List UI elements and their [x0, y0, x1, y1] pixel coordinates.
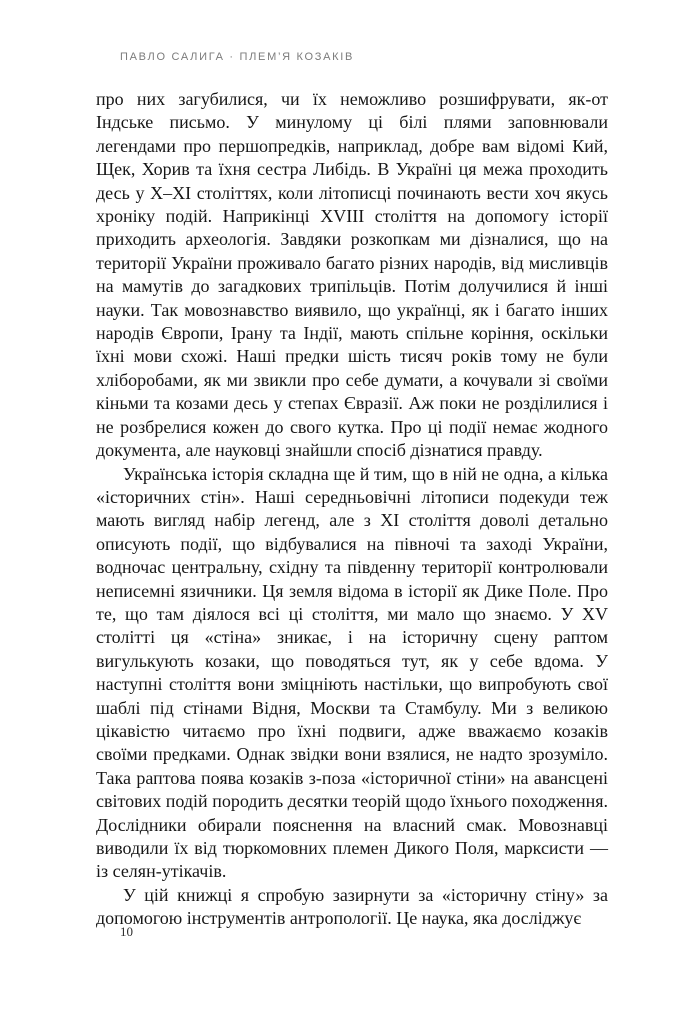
paragraph: про них загубилися, чи їх неможливо розшифрувати, як-от Індське письмо. У минулому ці білі плями заповнювали легендами про першопредків, наприклад, добре вам відомі Кий, Щек, Хорив та їхня сестра Либідь. В Україні ця межа проходить десь у X–XI століттях, коли літописці починають вести хоч якусь хроніку подій. Наприкінці XVIII століття на допомогу історії приходить археологія. Завдяки розкопкам ми дізналися, що на території України проживало багато різних народів, від мисливців на мамутів до загадкових трипільців. Потім долучилися й інші науки. Так мовознавство виявило, що українці, як і багато інших народів Європи, Ірану та Індії, мають спільне коріння, оскільки їхні мови схожі. Наші предки шість тисяч років тому не були хліборобами, як ми звикли про себе думати, а кочували зі своїми кіньми та козами десь у степах Євразії. Аж поки не розділилися і не розбрелися кожен до свого кутка. Про ці події немає жодного документа, але науковці знайшли спосіб дізнатися правду. [96, 89, 608, 461]
page-number: 10 [120, 924, 133, 939]
running-header: ПАВЛО САЛИГА · ПЛЕМ’Я КОЗАКІВ [120, 51, 355, 63]
paragraph: Українська історія складна ще й тим, що в ній не одна, а кілька «історичних стін». Наші середньовічні літописи подекуди теж мають вигляд набір легенд, але з XI століття доволі детально описують події, що відбувалися на півночі та заході України, водночас центральну, східну та південну території контролювали неписемні язичники. Ця земля відома в історії як Дике Поле. Про те, що там діялося всі ці століття, ми мало що знаємо. У XV столітті ця «стіна» зникає, і на історичну сцену раптом вигулькують козаки, що поводяться тут, як у себе вдома. У наступні століття вони зміцніють настільки, що випробують свої шаблі під стінами Відня, Москви та Стамбулу. Ми з великою цікавістю читаємо про їхні подвиги, адже вважаємо козаків своїми предками. Однак звідки вони взялися, не надто зрозуміло. Така раптова поява козаків з-поза «історичної стіни» на авансцені світових подій породить десятки теорій щодо їхнього походження. Дослідники обирали пояснення на власний смак. Мовознавці виводили їх від тюркомовних племен Дикого Поля, марксисти — із селян-утікачів. [96, 463, 608, 882]
paragraph: У цій книжці я спробую зазирнути за «історичну стіну» за допомогою інструментів антропології. Це наука, яка досліджує [96, 884, 608, 929]
body-text [96, 88, 608, 931]
